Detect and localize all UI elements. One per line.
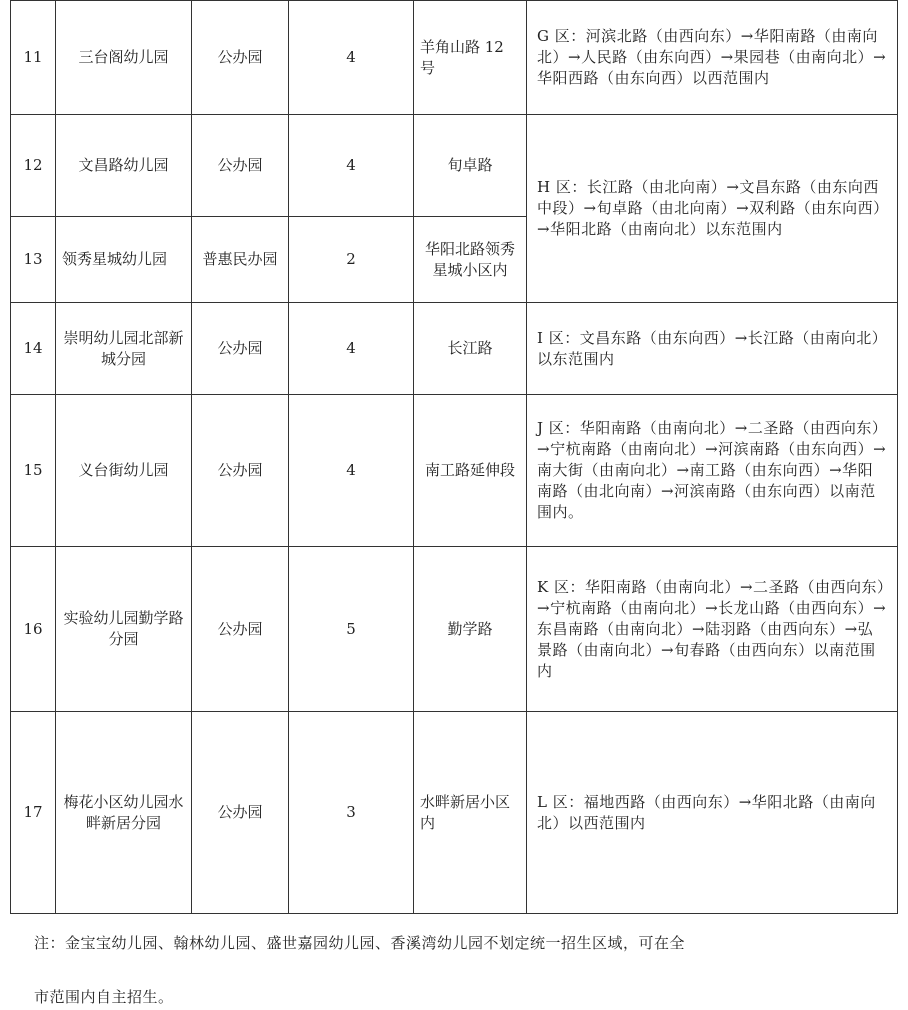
row-number: 16	[11, 547, 56, 712]
school-type: 公办园	[192, 712, 289, 914]
enrollment-zone: G 区：河滨北路（由西向东）→华阳南路（由南向北）→人民路（由东向西）→果园巷（由南向北）→华阳西路（由东向西）以西范围内	[527, 1, 898, 115]
school-type: 公办园	[192, 395, 289, 547]
kindergarten-name: 义台街幼儿园	[56, 395, 192, 547]
row-number: 11	[11, 1, 56, 115]
kindergarten-name: 领秀星城幼儿园	[56, 217, 192, 303]
table-row	[11, 1, 898, 115]
school-type: 公办园	[192, 1, 289, 115]
table-row	[11, 395, 898, 547]
address: 羊角山路 12 号	[414, 1, 527, 115]
class-count: 4	[289, 395, 414, 547]
address: 南工路延伸段	[414, 395, 527, 547]
class-count: 5	[289, 547, 414, 712]
table-row	[11, 115, 898, 217]
address: 勤学路	[414, 547, 527, 712]
address: 水畔新居小区内	[414, 712, 527, 914]
row-number: 12	[11, 115, 56, 217]
class-count: 3	[289, 712, 414, 914]
enrollment-zone: K 区：华阳南路（由南向北）→二圣路（由西向东）→宁杭南路（由南向北）→长龙山路（由西向东）→东昌南路（由南向北）→陆羽路（由西向东）→弘景路（由南向北）→旬春路（由西向东）以南范围内	[527, 547, 898, 712]
kindergarten-name: 三台阁幼儿园	[56, 1, 192, 115]
kindergarten-name: 实验幼儿园勤学路分园	[56, 547, 192, 712]
school-type: 公办园	[192, 303, 289, 395]
enrollment-zone: J 区：华阳南路（由南向北）→二圣路（由西向东）→宁杭南路（由南向北）→河滨南路（由东向西）→南大街（由南向北）→南工路（由东向西）→华阳南路（由北向南）→河滨南路（由东向西）以南范围内。	[527, 395, 898, 547]
address: 长江路	[414, 303, 527, 395]
class-count: 2	[289, 217, 414, 303]
enrollment-zone-table	[10, 0, 898, 914]
table-row	[11, 303, 898, 395]
table-row	[11, 547, 898, 712]
class-count: 4	[289, 115, 414, 217]
row-number: 17	[11, 712, 56, 914]
kindergarten-name: 梅花小区幼儿园水畔新居分园	[56, 712, 192, 914]
enrollment-zone: I 区：文昌东路（由东向西）→长江路（由南向北）以东范围内	[527, 303, 898, 395]
row-number: 13	[11, 217, 56, 303]
address: 旬卓路	[414, 115, 527, 217]
table-row	[11, 712, 898, 914]
class-count: 4	[289, 1, 414, 115]
class-count: 4	[289, 303, 414, 395]
address: 华阳北路领秀星城小区内	[414, 217, 527, 303]
footnote-line-2: 市范围内自主招生。	[34, 988, 174, 1006]
school-type: 公办园	[192, 115, 289, 217]
enrollment-zone: H 区：长江路（由北向南）→文昌东路（由东向西中段）→旬卓路（由北向南）→双利路（由东向西）→华阳北路（由南向北）以东范围内	[527, 115, 898, 303]
row-number: 14	[11, 303, 56, 395]
kindergarten-name: 文昌路幼儿园	[56, 115, 192, 217]
kindergarten-name: 崇明幼儿园北部新城分园	[56, 303, 192, 395]
enrollment-zone: L 区：福地西路（由西向东）→华阳北路（由南向北）以西范围内	[527, 712, 898, 914]
school-type: 公办园	[192, 547, 289, 712]
row-number: 15	[11, 395, 56, 547]
footnote-line-1: 注：金宝宝幼儿园、翰林幼儿园、盛世嘉园幼儿园、香溪湾幼儿园不划定统一招生区域，可在全	[34, 934, 686, 952]
school-type: 普惠民办园	[192, 217, 289, 303]
